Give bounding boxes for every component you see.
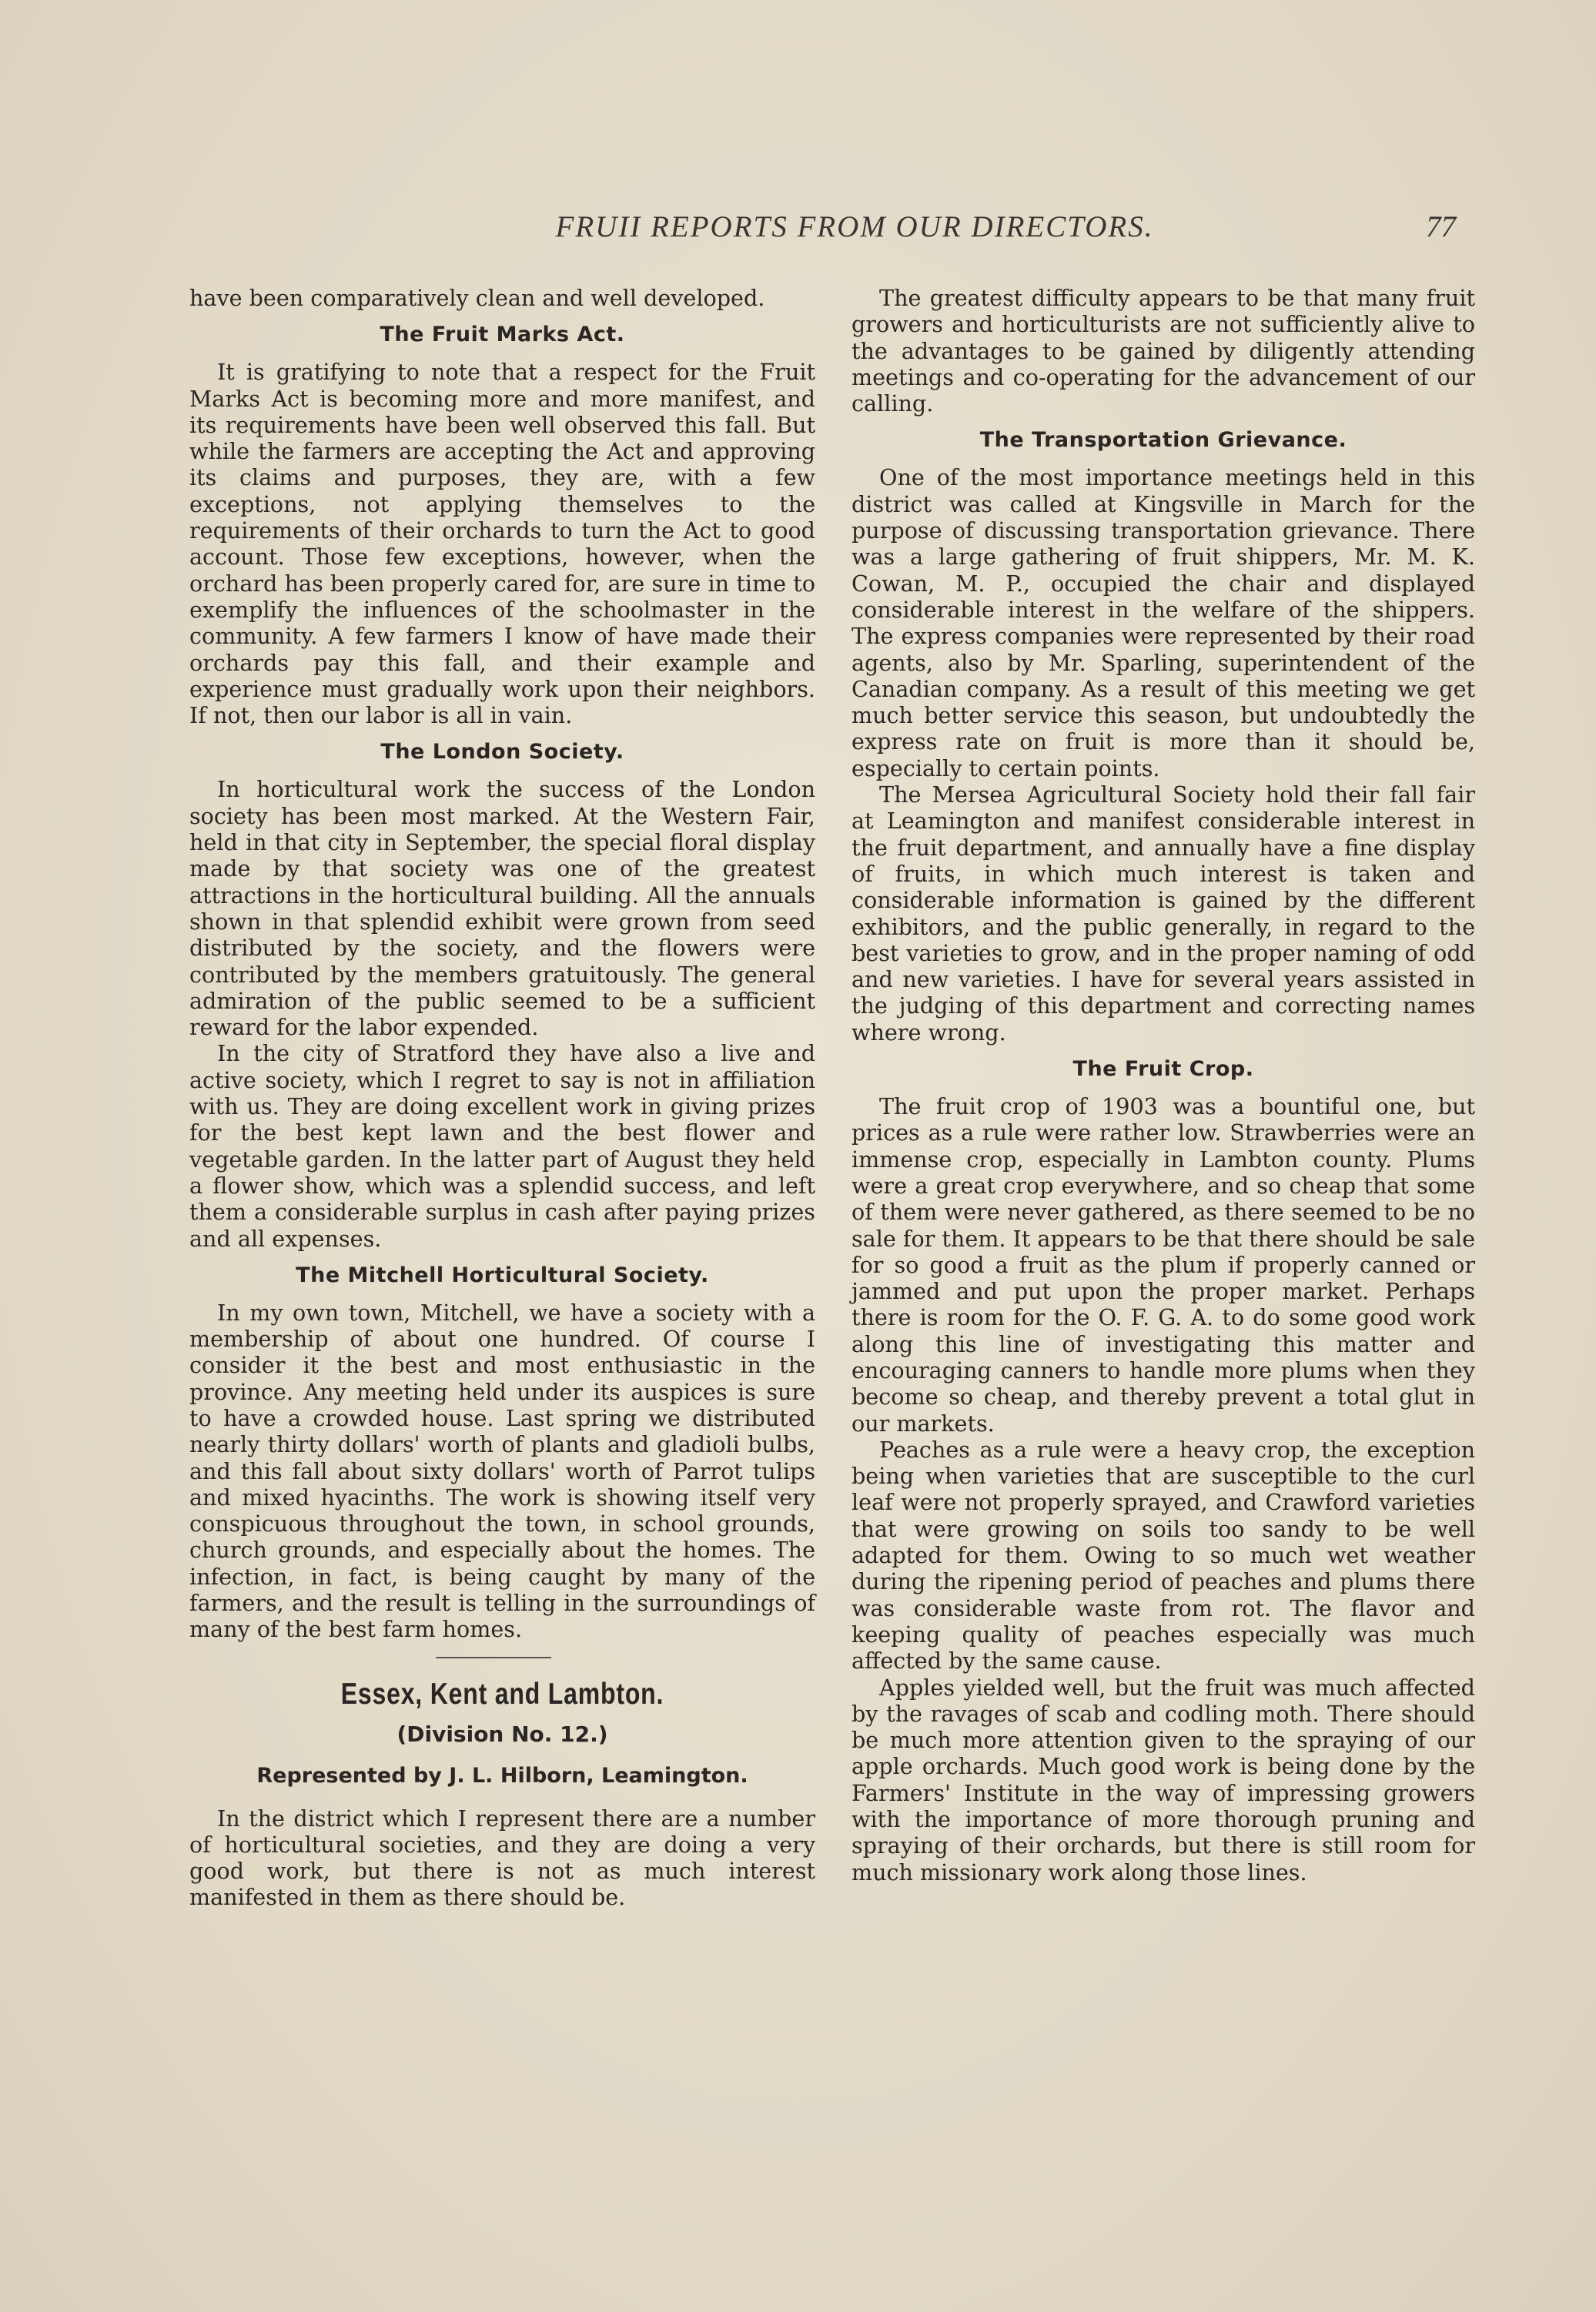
paragraph-fruit-marks: It is gratifying to note that a respect for the Fruit Marks Act is becoming more and more manifest, and its requirements have been well observed this fall. But while the farmers are accepting the Act and approving its claims and purposes, they are, with a few exceptions, not applying themselves to the requirements of their orchards to turn the Act to good account. Those few exceptions, however, when the orchard has been properly cared for, are sure in time to exemplify the influences of the schoolmaster in the community. A few farmers I know of have made their orchards pay this fall, and their example and experience must gradually work upon their neighbors. If not, then our labor is all in vain. xyxy=(189,359,815,729)
paragraph-mitchell: In my own town, Mitchell, we have a society with a membership of about one hundred. Of course I consider it the best and most enthusiastic in the province. Any meeting held under its auspices is sure to have a crowded house. Last spring we distributed nearly thirty dollars' worth of plants and gladioli bulbs, and this fall about sixty dollars' worth of Parrot tulips and mixed hyacinths. The work is showing itself very conspicuous throughout the town, in school grounds, church grounds, and especially about the homes. The infection, in fact, is being caught by many of the farmers, and the result is telling in the surroundings of many of the best farm homes. xyxy=(189,1299,815,1643)
paragraph-london-2: In the city of Stratford they have also a live and active society, which I regret to say is not in affiliation with us. They are doing excellent work in giving prizes for the best kept lawn and the best flower and vegetable garden. In the latter part of August they held a flower show, which was a splendid success, and left them a considerable surplus in cash after paying prizes and all expenses. xyxy=(189,1040,815,1252)
section-divider xyxy=(436,1657,551,1658)
paragraph-intro: have been comparatively clean and well developed. xyxy=(189,285,765,311)
heading-london-society: The London Society. xyxy=(380,740,624,765)
heading-mitchell-society: The Mitchell Horticultural Society. xyxy=(296,1263,709,1287)
page-number: 77 xyxy=(1426,210,1456,243)
represented-by: Represented by J. L. Hilborn, Leamington. xyxy=(256,1764,748,1788)
paragraph-mersea: The Mersea Agricultural Society hold their fall fair at Leamington and manifest considerable interest in the fruit department, and annually have a fine display of fruits, in which much interest is taken and considerable information is gained by the different exhibitors, and the public generally, in regard to the best varieties to grow, and in the proper naming of odd and new varieties. I have for several years assisted in the judging of this department and correcting names where wrong. xyxy=(852,781,1475,1046)
paragraph-transportation: One of the most importance meetings held in this district was called at Kingsville in March for the purpose of discussing transportation grievance. There was a large gathering of fruit shippers, Mr. M. K. Cowan, M. P., occupied the chair and displayed considerable interest in the welfare of the shippers. The express companies were represented by their road agents, also by Mr. Sparling, superintendent of the Canadian company. As a result of this meeting we get much better service this season, but undoubtedly the express rate on fruit is more than it should be, especially to certain points. xyxy=(852,464,1475,781)
paragraph-apples: Apples yielded well, but the fruit was much affected by the ravages of scab and codling moth. There should be much more attention given to the spraying of our apple orchards. Much good work is being done by the Farmers' Institute in the way of impressing growers with the importance of more thorough pruning and spraying of their orchards, but there is still room for much missionary work along those lines. xyxy=(852,1674,1475,1885)
heading-transportation-grievance: The Transportation Grievance. xyxy=(979,428,1347,453)
running-head: FRUII REPORTS FROM OUR DIRECTORS. xyxy=(555,210,1154,243)
paragraph-fruit-crop: The fruit crop of 1903 was a bountiful one, but prices as a rule were rather low. Strawberries were an immense crop, especially in Lambton county. Plums were a great crop everywhere, and so cheap that some of them were never gathered, as there seemed to be no sale for them. It appears to be that there should be sale for so good a fruit as the plum if properly canned or jammed and put upon the proper market. Perhaps there is room for the O. F. G. A. to do some good work along this line of investigating this matter and encouraging canners to handle more plums when they become so cheap, and thereby prevent a total glut in our markets. xyxy=(852,1093,1475,1437)
left-column xyxy=(189,285,815,1911)
paragraph-peaches: Peaches as a rule were a heavy crop, the exception being when varieties that are susceptible to the curl leaf were not properly sprayed, and Crawford varieties that were growing on soils too sandy to be well adapted for them. Owing to so much wet weather during the ripening period of peaches and plums there was considerable waste from rot. The flavor and keeping quality of peaches especially was much affected by the same cause. xyxy=(852,1436,1475,1675)
heading-fruit-crop: The Fruit Crop. xyxy=(1072,1057,1254,1082)
right-column xyxy=(852,285,1475,1885)
division-number: (Division No. 12.) xyxy=(396,1721,608,1747)
paragraph-difficulty: The greatest difficulty appears to be that many fruit growers and horticulturists are not sufficiently alive to the advantages to be gained by diligently attending meetings and co-operating for the advancement of our calling. xyxy=(852,285,1475,417)
paragraph-london-1: In horticultural work the success of the London society has been most marked. At the Western Fair, held in that city in September, the special floral display made by that society was one of the greatest attractions in the horticultural building. All the annuals shown in that splendid exhibit were grown from seed distributed by the society, and the flowers were contributed by the members gratuitously. The general admiration of the public seemed to be a sufficient reward for the labor expended. xyxy=(189,776,815,1041)
division-title: Essex, Kent and Lambton. xyxy=(340,1677,664,1711)
paragraph-district: In the district which I represent there are a number of horticultural societies, and they are doing a very good work, but there is not as much interest manifested in them as there should be. xyxy=(189,1805,815,1911)
heading-fruit-marks-act: The Fruit Marks Act. xyxy=(380,323,625,347)
